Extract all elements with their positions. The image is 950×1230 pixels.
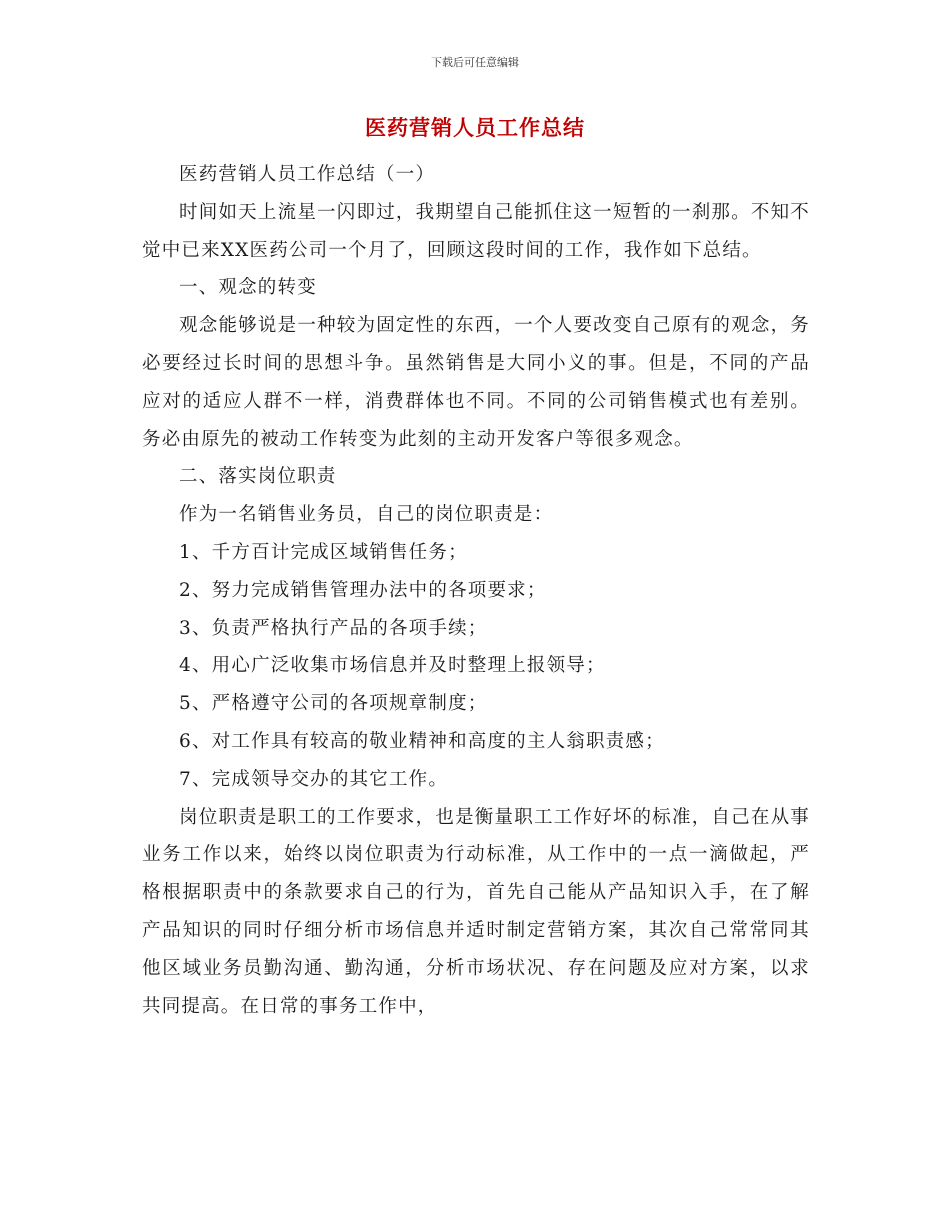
document-body (142, 156, 810, 1025)
paragraph: 岗位职责是职工的工作要求，也是衡量职工工作好坏的标准，自己在从事业务工作以来，始终以岗位职责为行动标准，从工作中的一点一滴做起，严格根据职责中的条款要求自己的行为，首先自己能从产品知识入手，在了解产品知识的同时仔细分析市场信息并适时制定营销方案，其次自己常常同其他区域业务员勤沟通、勤沟通，分析市场状况、存在问题及应对方案，以求共同提高。在日常的事务工作中， (142, 806, 810, 1017)
section-heading: 一、观念的转变 (179, 277, 317, 299)
header-note: 下载后可任意编辑 (431, 56, 519, 69)
list-item: 2、努力完成销售管理办法中的各项要求； (179, 579, 547, 601)
list-item: 7、完成领导交办的其它工作。 (179, 768, 449, 790)
paragraph: 时间如天上流星一闪即过，我期望自己能抓住这一短暂的一刹那。不知不觉中已来XX医药公司一个月了，回顾这段时间的工作，我作如下总结。 (142, 201, 810, 261)
section-heading: 二、落实岗位职责 (179, 466, 337, 488)
list-item: 1、千方百计完成区域销售任务； (179, 541, 468, 563)
list-item: 4、用心广泛收集市场信息并及时整理上报领导； (179, 655, 606, 677)
document-title: 医药营销人员工作总结 (365, 116, 585, 140)
paragraph: 观念能够说是一种较为固定性的东西，一个人要改变自己原有的观念，务必要经过长时间的思想斗争。虽然销售是大同小义的事。但是，不同的产品应对的适应人群不一样，消费群体也不同。不同的公司销售模式也有差别。务必由原先的被动工作转变为此刻的主动开发客户等很多观念。 (142, 315, 810, 450)
list-item: 6、对工作具有较高的敬业精神和高度的主人翁职责感； (179, 730, 665, 752)
list-item: 5、严格遵守公司的各项规章制度； (179, 693, 488, 715)
paragraph-subtitle: 医药营销人员工作总结（一） (179, 164, 436, 185)
paragraph: 作为一名销售业务员，自己的岗位职责是： (179, 504, 554, 526)
list-item: 3、负责严格执行产品的各项手续； (179, 617, 488, 639)
